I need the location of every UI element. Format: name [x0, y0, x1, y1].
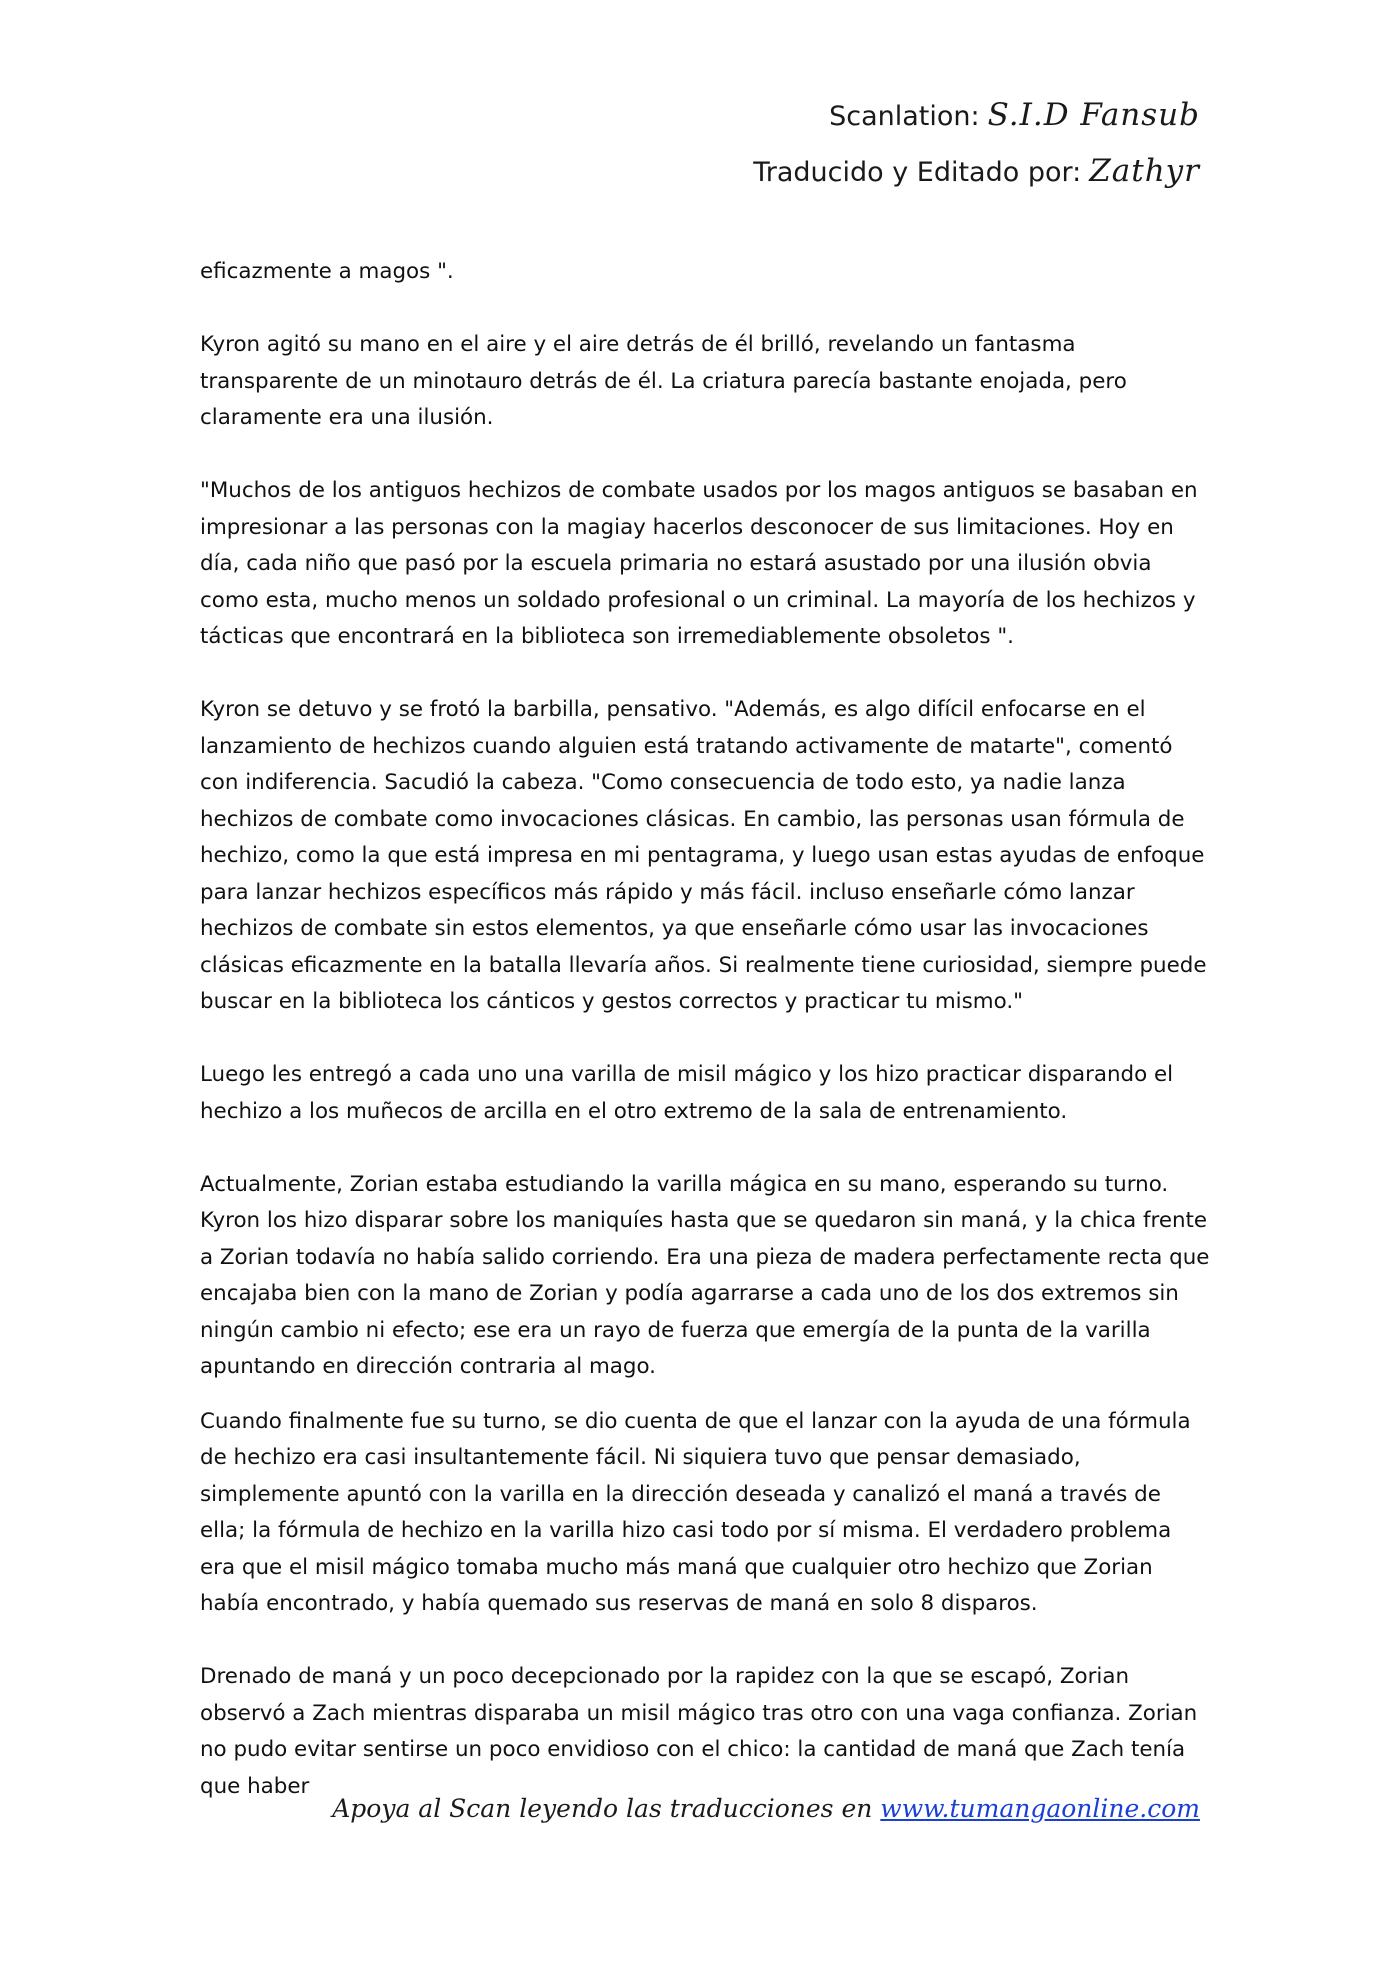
translator-label: Traducido y Editado por: [753, 157, 1082, 188]
paragraph-5: Luego les entregó a cada uno una varilla de misil mágico y los hizo practicar disparando el hechizo a los muñecos de arcilla en el otro extremo de la sala de entrenamiento. [200, 1062, 1174, 1124]
scanlation-label: Scanlation: [829, 101, 980, 132]
translator-name: Zathyr [1089, 153, 1200, 189]
paragraph-1: eficazmente a magos ". [200, 259, 454, 284]
paragraph-7: Cuando finalmente fue su turno, se dio cuenta de que el lanzar con la ayuda de una fórmula de hechizo era casi insultantemente fácil. Ni siquiera tuvo que pensar demasiado, simplemente apuntó con la varilla en la dirección deseada y canalizó el maná a través de ella; la fórmula de hechizo en la varilla hizo casi todo por sí misma. El verdadero problema era que el misil mágico tomaba mucho más maná que cualquier otro hechizo que Zorian había encontrado, y había quemado sus reservas de maná en solo 8 disparos. [200, 1408, 1191, 1616]
paragraph-3: "Muchos de los antiguos hechizos de combate usados por los magos antiguos se basaban en impresionar a las personas con la magiay hacerlos desconocer de sus limitaciones. Hoy en día, cada niño que pasó por la escuela primaria no estará asustado por una ilusión obvia como esta, mucho menos un soldado profesional o un criminal. La mayoría de los hechizos y tácticas que encontrará en la biblioteca son irremediablemente obsoletos ". [200, 478, 1198, 649]
footer-link[interactable]: www.tumangaonline.com [880, 1794, 1200, 1823]
scanlation-group-name: S.I.D Fansub [987, 97, 1200, 133]
support-footer [332, 1794, 1200, 1823]
footer-text: Apoya al Scan leyendo las traducciones en [332, 1794, 873, 1823]
translator-credit [753, 144, 1200, 200]
chapter-text [200, 254, 1210, 1842]
credits-header [753, 88, 1200, 200]
paragraph-8: Drenado de maná y un poco decepcionado por la rapidez con la que se escapó, Zorian observó a Zach mientras disparaba un misil mágico tras otro con una vaga confianza. Zorian no pudo evitar sentirse un poco envidioso con el chico: la cantidad de maná que Zach tenía que haber [200, 1664, 1198, 1799]
paragraph-2: Kyron agitó su mano en el aire y el aire detrás de él brilló, revelando un fantasma transparente de un minotauro detrás de él. La criatura parecía bastante enojada, pero claramente era una ilusión. [200, 332, 1127, 430]
paragraph-4: Kyron se detuvo y se frotó la barbilla, pensativo. "Además, es algo difícil enfocarse en el lanzamiento de hechizos cuando alguien está tratando activamente de matarte", comentó con indiferencia. Sacudió la cabeza. "Como consecuencia de todo esto, ya nadie lanza hechizos de combate como invocaciones clásicas. En cambio, las personas usan fórmula de hechizo, como la que está impresa en mi pentagrama, y luego usan estas ayudas de enfoque para lanzar hechizos específicos más rápido y más fácil. incluso enseñarle cómo lanzar hechizos de combate sin estos elementos, ya que enseñarle cómo usar las invocaciones clásicas eficazmente en la batalla llevaría años. Si realmente tiene curiosidad, siempre puede buscar en la biblioteca los cánticos y gestos correctos y practicar tu mismo." [200, 697, 1207, 1014]
paragraph-6: Actualmente, Zorian estaba estudiando la varilla mágica en su mano, esperando su turno. Kyron los hizo disparar sobre los maniquíes hasta que se quedaron sin maná, y la chica frente a Zorian todavía no había salido corriendo. Era una pieza de madera perfectamente recta que encajaba bien con la mano de Zorian y podía agarrarse a cada uno de los dos extremos sin ningún cambio ni efecto; ese era un rayo de fuerza que emergía de la punta de la varilla apuntando en dirección contraria al mago. [200, 1171, 1210, 1379]
scanlation-credit [753, 88, 1200, 144]
